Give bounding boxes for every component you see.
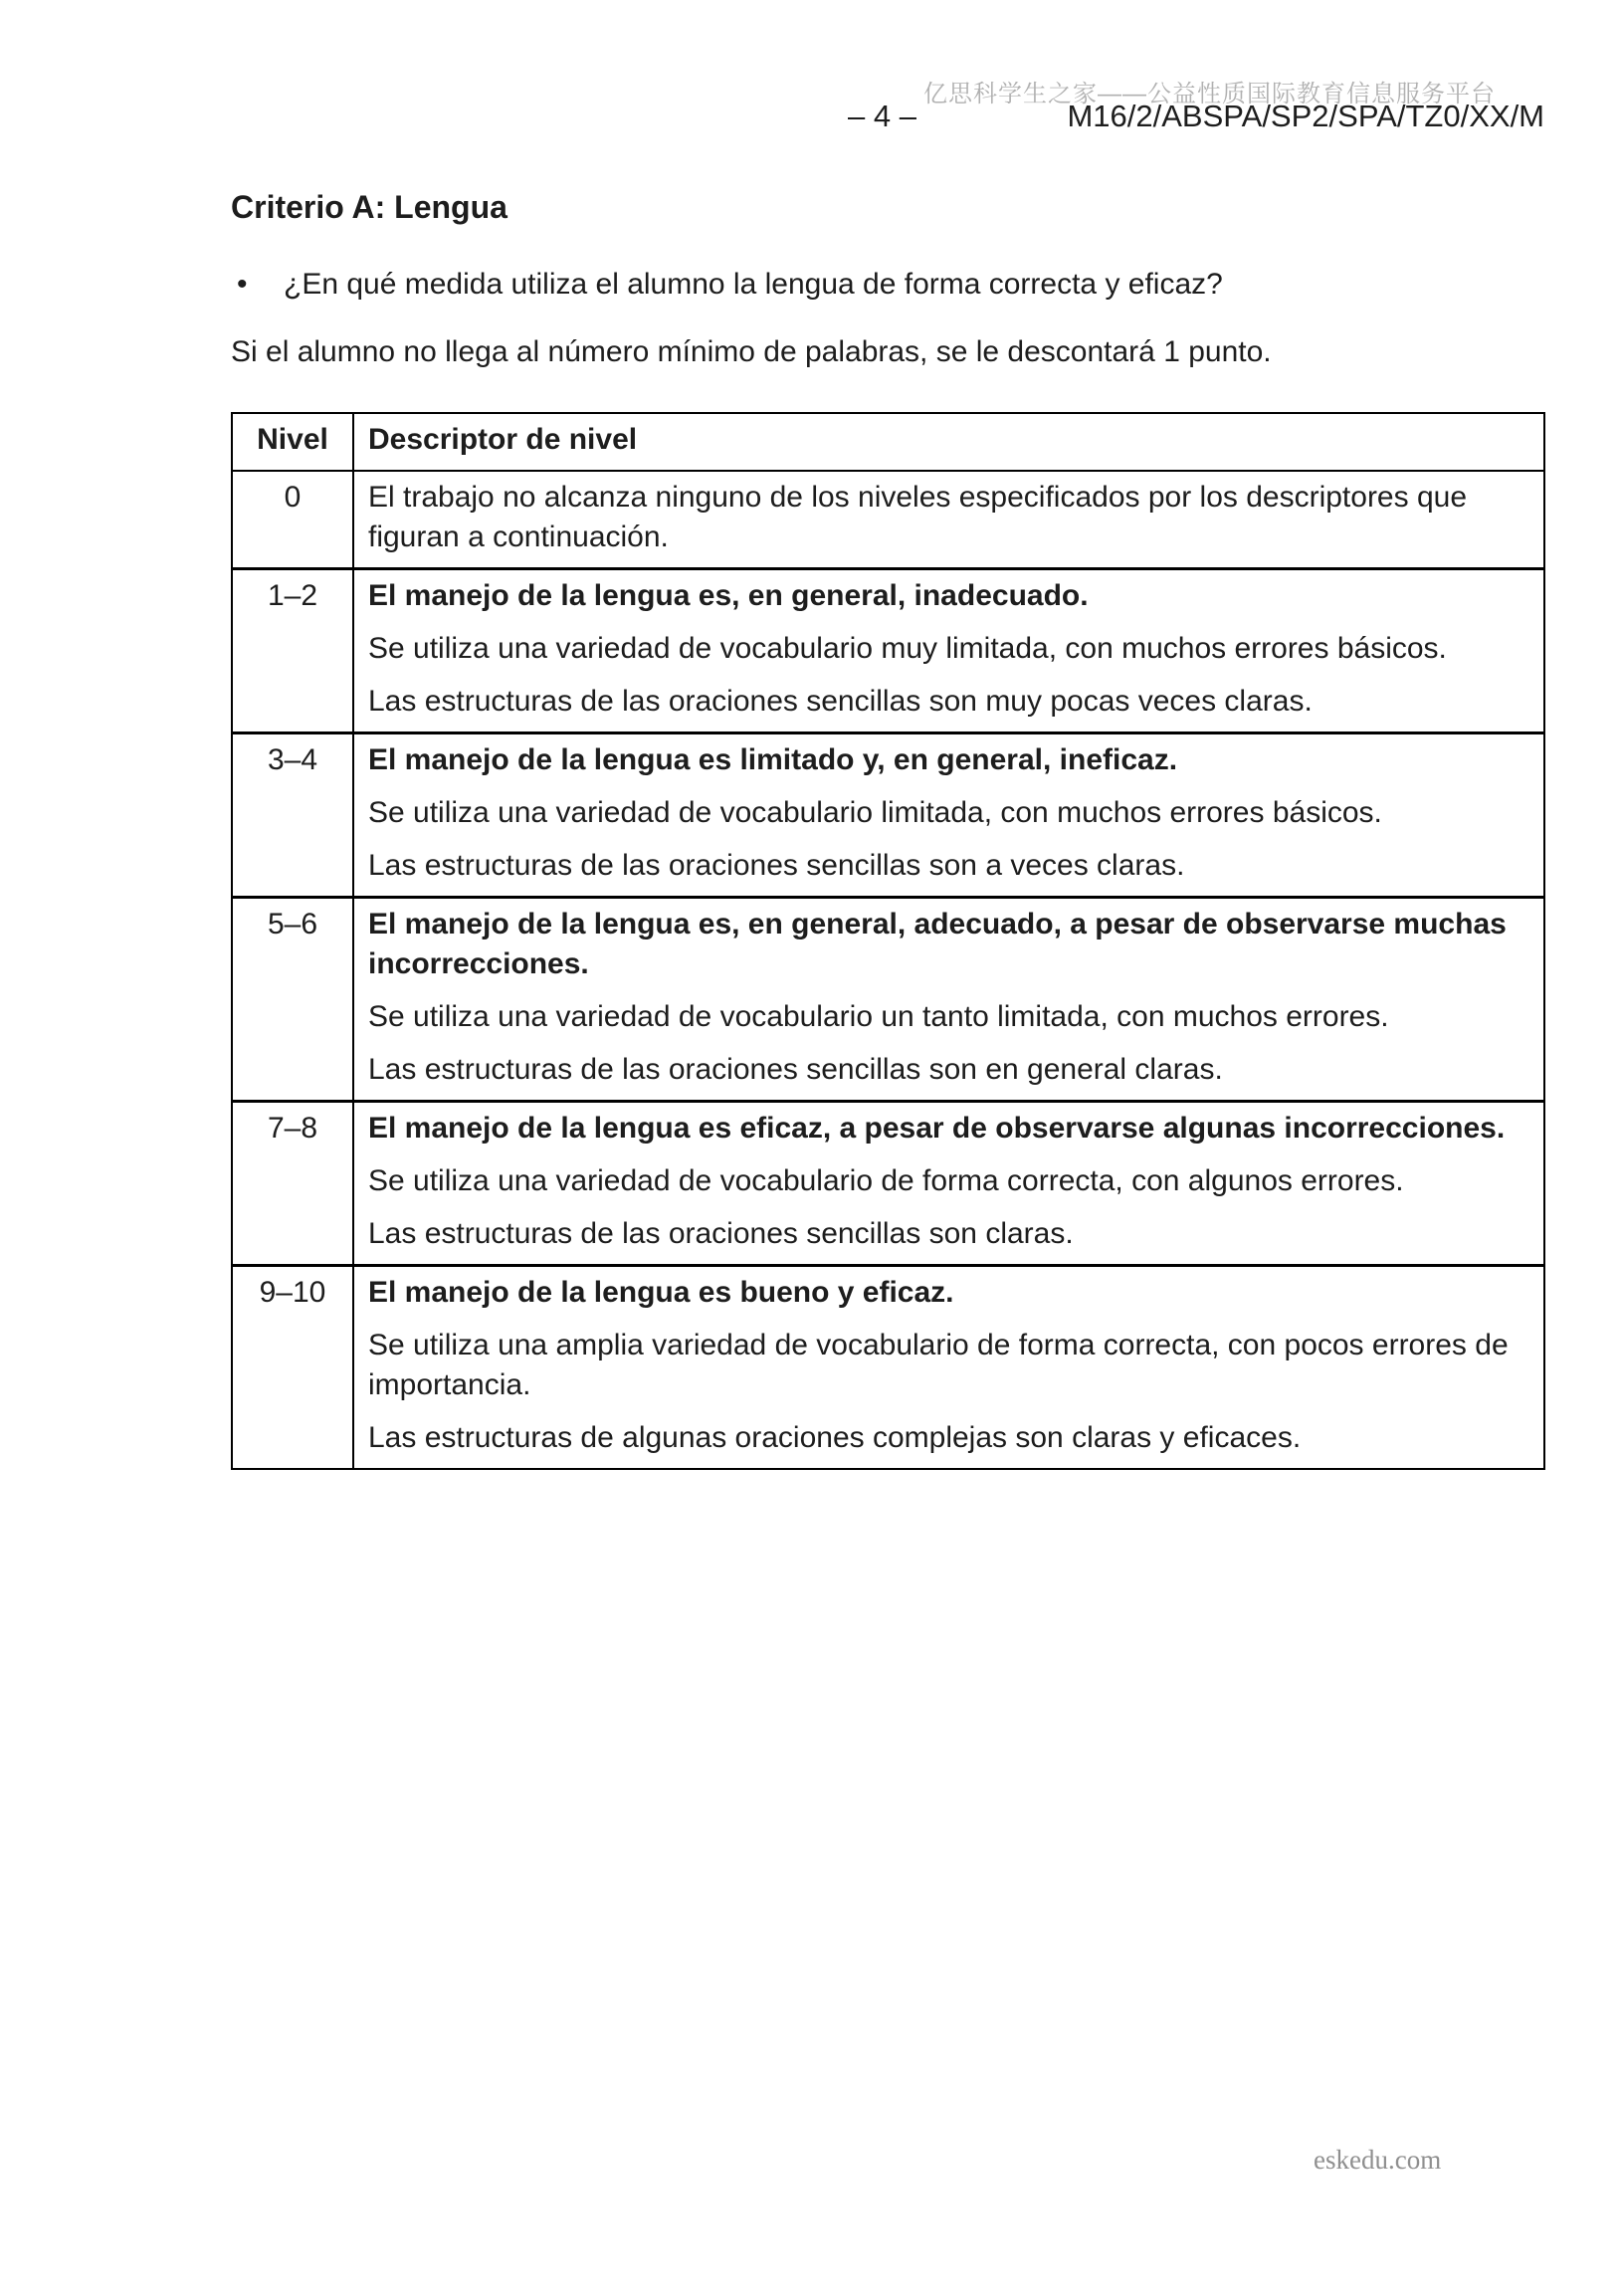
level-cell: 0: [232, 471, 353, 569]
descriptor-paragraph: Se utiliza una amplia variedad de vocabulario de forma correcta, con pocos errores de importancia.: [368, 1329, 1509, 1401]
footer-watermark: eskedu.com: [1314, 2145, 1442, 2175]
descriptor-paragraph: Las estructuras de algunas oraciones complejas son claras y eficaces.: [368, 1421, 1302, 1454]
content-area: [231, 189, 1545, 1470]
descriptor-cell: [353, 898, 1544, 1102]
descriptor-paragraph: Las estructuras de las oraciones sencillas son claras.: [368, 1217, 1074, 1250]
level-cell: 9–10: [232, 1266, 353, 1470]
guiding-question-text: ¿En qué medida utiliza el alumno la lengua de forma correcta y eficaz?: [284, 268, 1223, 301]
guiding-question: [231, 265, 1545, 305]
word-count-note: Si el alumno no llega al número mínimo de palabras, se le descontará 1 punto.: [231, 335, 1272, 368]
level-cell: 1–2: [232, 569, 353, 733]
column-header-descriptor: Descriptor de nivel: [353, 413, 1544, 471]
descriptor-lead: El manejo de la lengua es, en general, adecuado, a pesar de observarse muchas incorrecciones.: [368, 908, 1507, 980]
level-cell: 7–8: [232, 1102, 353, 1266]
descriptor-lead: El manejo de la lengua es limitado y, en general, ineficaz.: [368, 743, 1178, 776]
descriptor-paragraph: Se utiliza una variedad de vocabulario limitada, con muchos errores básicos.: [368, 796, 1382, 829]
rubric-table-body: [232, 471, 1544, 1469]
descriptor-lead: El manejo de la lengua es eficaz, a pesar de observarse algunas incorrecciones.: [368, 1112, 1506, 1145]
document-code: M16/2/ABSPA/SP2/SPA/TZ0/XX/M: [1067, 99, 1544, 133]
level-cell: 5–6: [232, 898, 353, 1102]
table-header-row: [232, 413, 1544, 471]
table-row: [232, 1102, 1544, 1266]
descriptor-paragraph: Las estructuras de las oraciones sencillas son a veces claras.: [368, 849, 1185, 882]
descriptor-cell: [353, 471, 1544, 569]
section-title: Criterio A: Lengua: [231, 189, 507, 225]
descriptor-paragraph: El trabajo no alcanza ninguno de los niveles especificados por los descriptores que figuran a continuación.: [368, 481, 1468, 553]
descriptor-cell: [353, 569, 1544, 733]
descriptor-cell: [353, 1266, 1544, 1470]
descriptor-paragraph: Se utiliza una variedad de vocabulario muy limitada, con muchos errores básicos.: [368, 632, 1447, 665]
rubric-table: [231, 412, 1545, 1470]
descriptor-lead: El manejo de la lengua es bueno y eficaz.: [368, 1276, 954, 1309]
descriptor-paragraph: Las estructuras de las oraciones sencillas son en general claras.: [368, 1053, 1223, 1086]
descriptor-cell: [353, 1102, 1544, 1266]
descriptor-cell: [353, 733, 1544, 898]
column-header-level: Nivel: [232, 413, 353, 471]
descriptor-lead: El manejo de la lengua es, en general, inadecuado.: [368, 579, 1089, 612]
bullet-icon: •: [237, 268, 248, 301]
table-row: [232, 569, 1544, 733]
table-row: [232, 471, 1544, 569]
level-cell: 3–4: [232, 733, 353, 898]
page-number: – 4 –: [848, 99, 916, 133]
table-row: [232, 898, 1544, 1102]
descriptor-paragraph: Se utiliza una variedad de vocabulario un tanto limitada, con muchos errores.: [368, 1000, 1389, 1033]
header-watermark-chinese: 亿思科学生之家——公益性质国际教育信息服务平台: [923, 81, 1496, 107]
table-row: [232, 733, 1544, 898]
table-row: [232, 1266, 1544, 1470]
descriptor-paragraph: Las estructuras de las oraciones sencillas son muy pocas veces claras.: [368, 685, 1313, 718]
descriptor-paragraph: Se utiliza una variedad de vocabulario de forma correcta, con algunos errores.: [368, 1164, 1404, 1197]
